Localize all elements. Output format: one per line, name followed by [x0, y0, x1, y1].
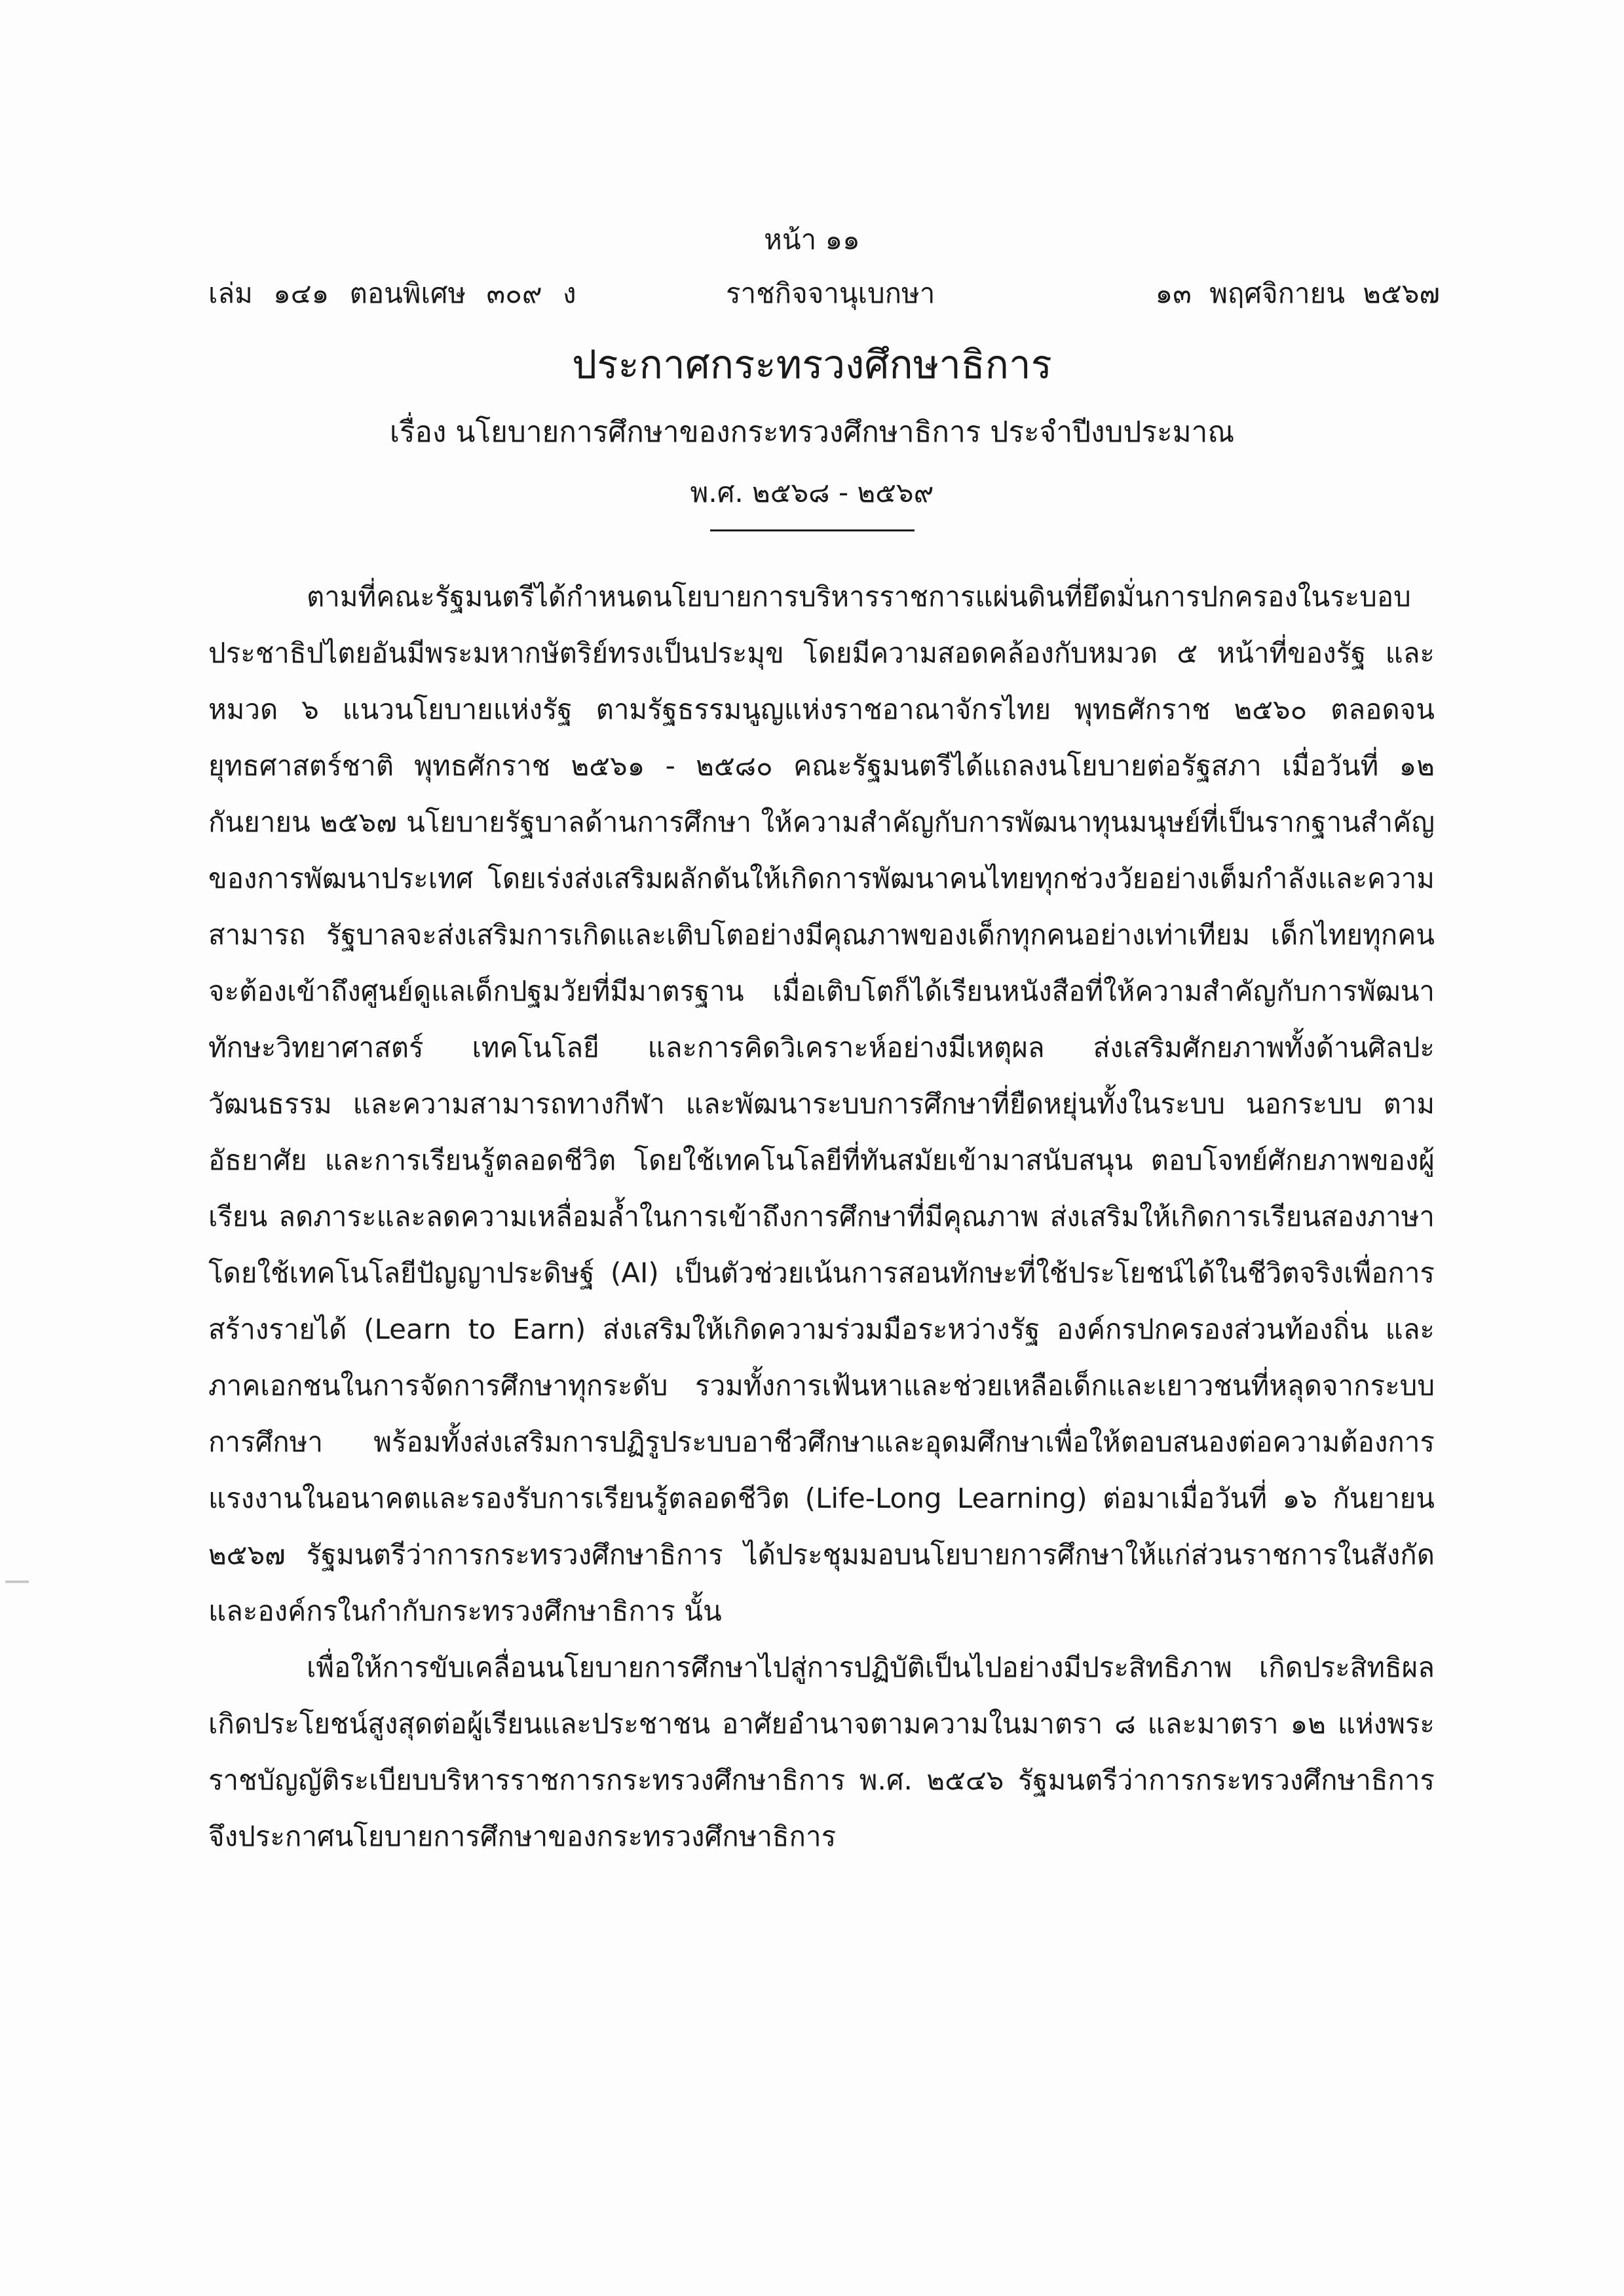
publication-date: ๑๓ พฤศจิกายน ๒๕๖๗	[1155, 277, 1440, 309]
announcement-body	[208, 569, 1435, 1865]
announcement-subject: เรื่อง นโยบายการศึกษาของกระทรวงศึกษาธิการ ประจำปีงบประมาณ	[389, 415, 1235, 449]
gazette-name: ราชกิจจานุเบกษา	[726, 277, 935, 309]
volume-issue: เล่ม ๑๔๑ ตอนพิเศษ ๓๐๙ ง	[208, 277, 576, 309]
fiscal-year: พ.ศ. ๒๕๖๘ - ๒๕๖๙	[690, 476, 934, 508]
body-paragraph-1: ตามที่คณะรัฐมนตรีได้กำหนดนโยบายการบริหารราชการแผ่นดินที่ยึดมั่นการปกครองในระบอบประชาธิปไตยอันมีพระมหากษัตริย์ทรงเป็นประมุข โดยมีความสอดคล้องกับหมวด ๕ หน้าที่ของรัฐ และหมวด ๖ แนวนโยบายแห่งรัฐ ตามรัฐธรรมนูญแห่งราชอาณาจักรไทย พุทธศักราช ๒๕๖๐ ตลอดจนยุทธศาสตร์ชาติ พุทธศักราช ๒๕๖๑ - ๒๕๘๐ คณะรัฐมนตรีได้แถลงนโยบายต่อรัฐสภา เมื่อวันที่ ๑๒ กันยายน ๒๕๖๗ นโยบายรัฐบาลด้านการศึกษา ให้ความสำคัญกับการพัฒนาทุนมนุษย์ที่เป็นรากฐานสำคัญของการพัฒนาประเทศ โดยเร่งส่งเสริมผลักดันให้เกิดการพัฒนาคนไทยทุกช่วงวัยอย่างเต็มกำลังและความสามารถ รัฐบาลจะส่งเสริมการเกิดและเติบโตอย่างมีคุณภาพของเด็กทุกคนอย่างเท่าเทียม เด็กไทยทุกคนจะต้องเข้าถึงศูนย์ดูแลเด็กปฐมวัยที่มีมาตรฐาน เมื่อเติบโตก็ได้เรียนหนังสือที่ให้ความสำคัญกับการพัฒนาทักษะวิทยาศาสตร์ เทคโนโลยี และการคิดวิเคราะห์อย่างมีเหตุผล ส่งเสริมศักยภาพทั้งด้านศิลปะ วัฒนธรรม และความสามารถทางกีฬา และพัฒนาระบบการศึกษาที่ยืดหยุ่นทั้งในระบบ นอกระบบ ตามอัธยาศัย และการเรียนรู้ตลอดชีวิต โดยใช้เทคโนโลยีที่ทันสมัยเข้ามาสนับสนุน ตอบโจทย์ศักยภาพของผู้เรียน ลดภาระและลดความเหลื่อมล้ำในการเข้าถึงการศึกษาที่มีคุณภาพ ส่งเสริมให้เกิดการเรียนสองภาษาโดยใช้เทคโนโลยีปัญญาประดิษฐ์ (AI) เป็นตัวช่วยเน้นการสอนทักษะที่ใช้ประโยชน์ได้ในชีวิตจริงเพื่อการสร้างรายได้ (Learn to Earn) ส่งเสริมให้เกิดความร่วมมือระหว่างรัฐ องค์กรปกครองส่วนท้องถิ่น และภาคเอกชนในการจัดการศึกษาทุกระดับ รวมทั้งการเฟ้นหาและช่วยเหลือเด็กและเยาวชนที่หลุดจากระบบการศึกษา พร้อมทั้งส่งเสริมการปฏิรูประบบอาชีวศึกษาและอุดมศึกษาเพื่อให้ตอบสนองต่อความต้องการแรงงานในอนาคตและรองรับการเรียนรู้ตลอดชีวิต (Life-Long Learning) ต่อมาเมื่อวันที่ ๑๖ กันยายน ๒๕๖๗ รัฐมนตรีว่าการกระทรวงศึกษาธิการ ได้ประชุมมอบนโยบายการศึกษาให้แก่ส่วนราชการในสังกัดและองค์กรในกำกับกระทรวงศึกษาธิการ นั้น	[208, 581, 1435, 1627]
page-number: หน้า ๑๑	[764, 223, 860, 256]
announcement-title: ประกาศกระทรวงศึกษาธิการ	[572, 342, 1052, 388]
gazette-header	[208, 274, 1440, 313]
scan-artifact	[5, 1580, 29, 1583]
title-divider	[710, 529, 915, 531]
body-paragraph-2: เพื่อให้การขับเคลื่อนนโยบายการศึกษาไปสู่การปฏิบัติเป็นไปอย่างมีประสิทธิภาพ เกิดประสิทธิผล เกิดประโยชน์สูงสุดต่อผู้เรียนและประชาชน อาศัยอำนาจตามความในมาตรา ๘ และมาตรา ๑๒ แห่งพระราชบัญญัติระเบียบบริหารราชการกระทรวงศึกษาธิการ พ.ศ. ๒๕๔๖ รัฐมนตรีว่าการกระทรวงศึกษาธิการ จึงประกาศนโยบายการศึกษาของกระทรวงศึกษาธิการ	[208, 1651, 1435, 1852]
